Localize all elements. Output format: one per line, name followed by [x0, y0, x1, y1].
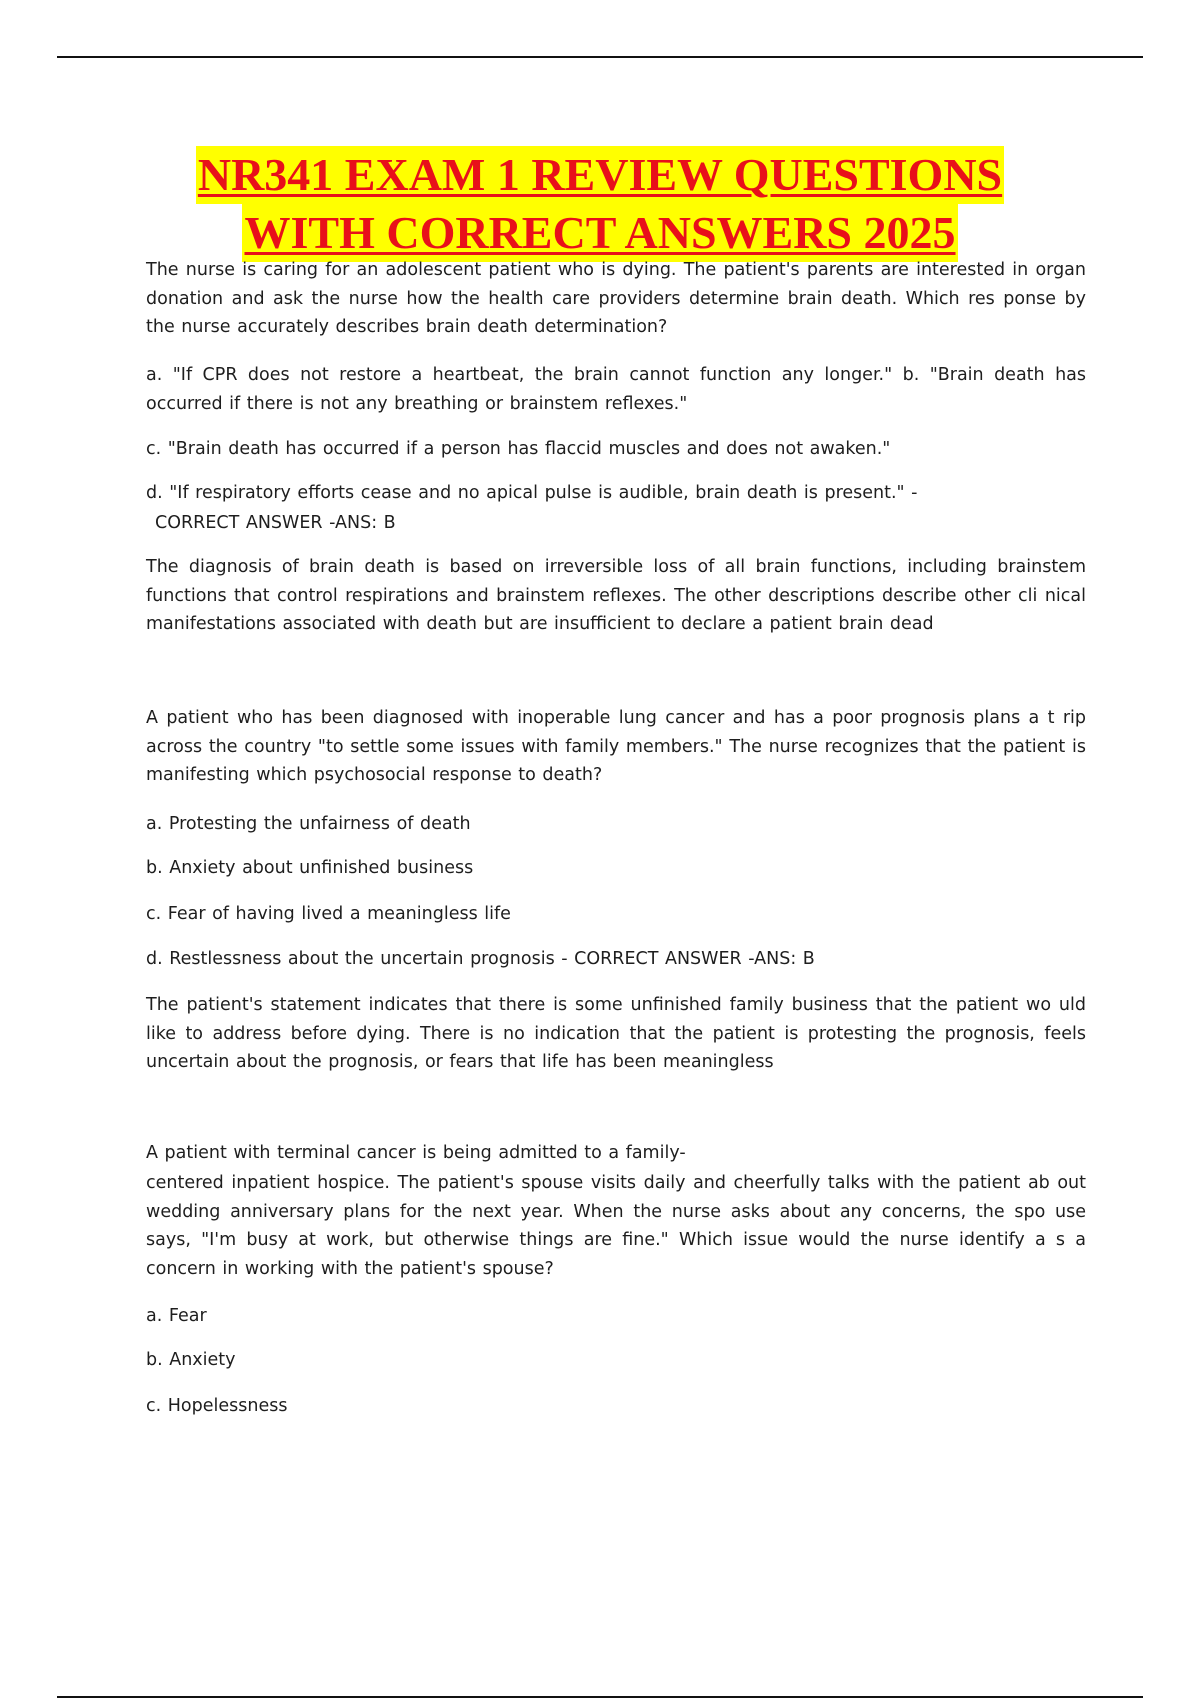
q3-option-a: a. Fear: [146, 1306, 207, 1326]
q3-stem: centered inpatient hospice. The patient's spouse visits daily and cheerfully talks with the patient ab out wedding anniversary plans for the next year. When the nurse asks about any concerns, the spo use says, "I'm busy at work, but otherwise things are fine." Which issue would the nurse identify a s a concern in working with the patient's spouse?: [146, 1173, 1086, 1279]
q3-option-c: c. Hopelessness: [146, 1396, 288, 1416]
q1-stem: The nurse is caring for an adolescent patient who is dying. The patient's parents are interested in organ donation and ask the nurse how the health care providers determine brain death. Which res ponse by the nurse accurately describes brain death determination?: [146, 260, 1086, 337]
q3-stem-line-1: A patient with terminal cancer is being admitted to a family-: [146, 1143, 686, 1163]
q2-option-a: a. Protesting the unfairness of death: [146, 814, 471, 834]
q1-answer: CORRECT ANSWER -ANS: B: [155, 513, 396, 533]
top-rule: [57, 56, 1143, 58]
document-title: [0, 146, 1200, 262]
q2-rationale: The patient's statement indicates that there is some unfinished family business that the patient wo uld like to address before dying. There is no indication that the patient is protesting the prognosis, feels uncertain about the prognosis, or fears that life has been meaningless: [146, 995, 1086, 1072]
title-line-1: NR341 EXAM 1 REVIEW QUESTIONS: [196, 146, 1004, 204]
q2-stem: A patient who has been diagnosed with inoperable lung cancer and has a poor prognosis plans a t rip across the country "to settle some issues with family members." The nurse recognizes that the patient is manifesting which psychosocial response to death?: [146, 708, 1086, 785]
q2-option-b: b. Anxiety about unfinished business: [146, 858, 474, 878]
q2-option-d: d. Restlessness about the uncertain prognosis - CORRECT ANSWER -ANS: B: [146, 949, 815, 969]
q2-option-c: c. Fear of having lived a meaningless life: [146, 904, 511, 924]
title-line-2: WITH CORRECT ANSWERS 2025: [242, 204, 957, 262]
q1-rationale: The diagnosis of brain death is based on irreversible loss of all brain functions, including brainstem functions that control respirations and brainstem reflexes. The other descriptions describe other cli nical manifestations associated with death but are insufficient to declare a patient brain dead: [146, 557, 1086, 634]
q1-option-c: c. "Brain death has occurred if a person has flaccid muscles and does not awaken.": [146, 439, 891, 459]
q3-option-b: b. Anxiety: [146, 1350, 236, 1370]
q1-option-d: d. "If respiratory efforts cease and no apical pulse is audible, brain death is present." -: [146, 483, 918, 503]
q1-option-ab: a. "If CPR does not restore a heartbeat, the brain cannot function any longer." b. "Brain death has occurred if there is not any breathing or brainstem reflexes.": [146, 365, 1086, 414]
bottom-rule: [57, 1696, 1143, 1698]
